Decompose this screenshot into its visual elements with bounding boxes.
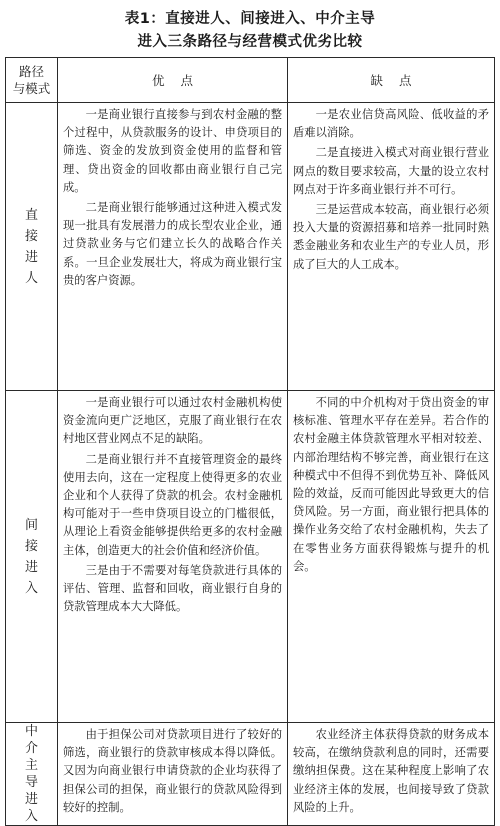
row-direct-entry [6,103,495,391]
header-path-line-1: 路径 [18,64,44,79]
label-char: 进 [24,792,38,807]
row-indirect-entry [6,391,495,723]
pros-cell-intermediary [58,723,288,826]
pros-paragraph: 二是商业银行并不直接管理资金的最终使用去向，这在一定程度上使得更多的农业企业和个人获得了贷款的机会。农村金融机构可能对于一些申贷项目设立的门槛很低，从理论上看资金能够提供给更多的农村金融主体，创造更大的社会价值和经济价值。 [63,452,282,557]
pros-paragraph: 一是商业银行可以通过农村金融机构使资金流向更广泛地区，克服了商业银行在农村地区营业网点不足的缺陷。 [63,396,282,446]
cons-cell-direct [288,103,495,391]
comparison-table [5,57,495,826]
row-intermediary-led-entry [6,723,495,826]
header-row [6,58,495,103]
row-label-direct [6,103,58,391]
cons-paragraph: 农业经济主体获得贷款的财务成本较高，在缴纳贷款利息的同时，还需要缴纳担保费。这在某种程度上影响了农业经济主体的发展，也间接导致了贷款风险的上升。 [293,728,489,814]
pros-cell-direct [58,103,288,391]
cons-cell-intermediary [288,723,495,826]
cons-paragraph: 二是直接进入模式对商业银行营业网点的数目要求较高，大量的设立农村网点对于许多商业银行并不可行。 [293,146,489,196]
row-label-indirect [6,391,58,723]
pros-paragraph: 二是商业银行能够通过这种进入模式发现一批具有发展潜力的成长型农业企业，通过贷款业务与它们建立长久的战略合作关系。一旦企业发展壮大，将成为商业银行宝贵的客户资源。 [63,201,282,287]
label-char: 入 [24,809,38,824]
label-char: 人 [24,270,38,286]
pros-cell-indirect [58,391,288,723]
header-cons: 缺 点 [288,58,495,103]
header-pros: 优 点 [58,58,288,103]
label-char: 入 [24,580,38,596]
table-title-line-2: 进入三条路径与经营模式优劣比较 [137,34,363,50]
header-path-mode [6,58,58,103]
pros-paragraph: 三是由于不需要对每笔贷款进行具体的评估、管理、监督和回收，商业银行自身的贷款管理成本大大降低。 [63,563,282,614]
pros-paragraph: 由于担保公司对贷款项目进行了较好的筛选，商业银行的贷款审核成本得以降低。又因为向商业银行申请贷款的企业均获得了担保公司的担保，商业银行的贷款风险得到较好的控制。 [63,728,282,814]
row-label-intermediary [6,723,58,826]
label-char: 中 [24,724,38,739]
label-char: 主 [24,758,38,773]
header-path-line-2: 与模式 [12,81,51,96]
pros-paragraph: 一是商业银行直接参与到农村金融的整个过程中，从贷款服务的设计、申贷项目的筛选、资金的发放到资金使用的监督和管理、贷出资金的回收都由商业银行自己完成。 [63,108,282,194]
cons-paragraph: 三是运营成本较高，商业银行必须投入大量的资源招募和培养一批同时熟悉金融业务和农业生产的专业人员，形成了巨大的人工成本。 [293,203,489,271]
cons-cell-indirect [288,391,495,723]
label-char: 介 [24,741,38,756]
cons-paragraph: 一是农业信贷高风险、低收益的矛盾难以消除。 [293,108,489,140]
cons-paragraph: 不同的中介机构对于贷出资金的审核标准、管理水平存在差异。若合作的农村金融主体贷款管理水平相对较差、内部治理结构不够完善，商业银行在这种模式中不但得不到优势互补、降低风险的效益，反而可能因此导致更大的信贷风险。另一方面，商业银行把具体的操作业务交给了农村金融机构，失去了在零售业务方面获得锻炼与提升的机会。 [293,396,489,573]
label-char: 接 [24,228,38,244]
label-char: 直 [24,207,38,223]
label-char: 导 [24,775,38,790]
label-char: 间 [24,517,38,533]
label-char: 进 [24,559,38,575]
label-char: 进 [24,249,38,265]
label-char: 接 [24,538,38,554]
table-title-line-1: 表1：直接进人、间接进入、中介主导 [124,11,376,27]
